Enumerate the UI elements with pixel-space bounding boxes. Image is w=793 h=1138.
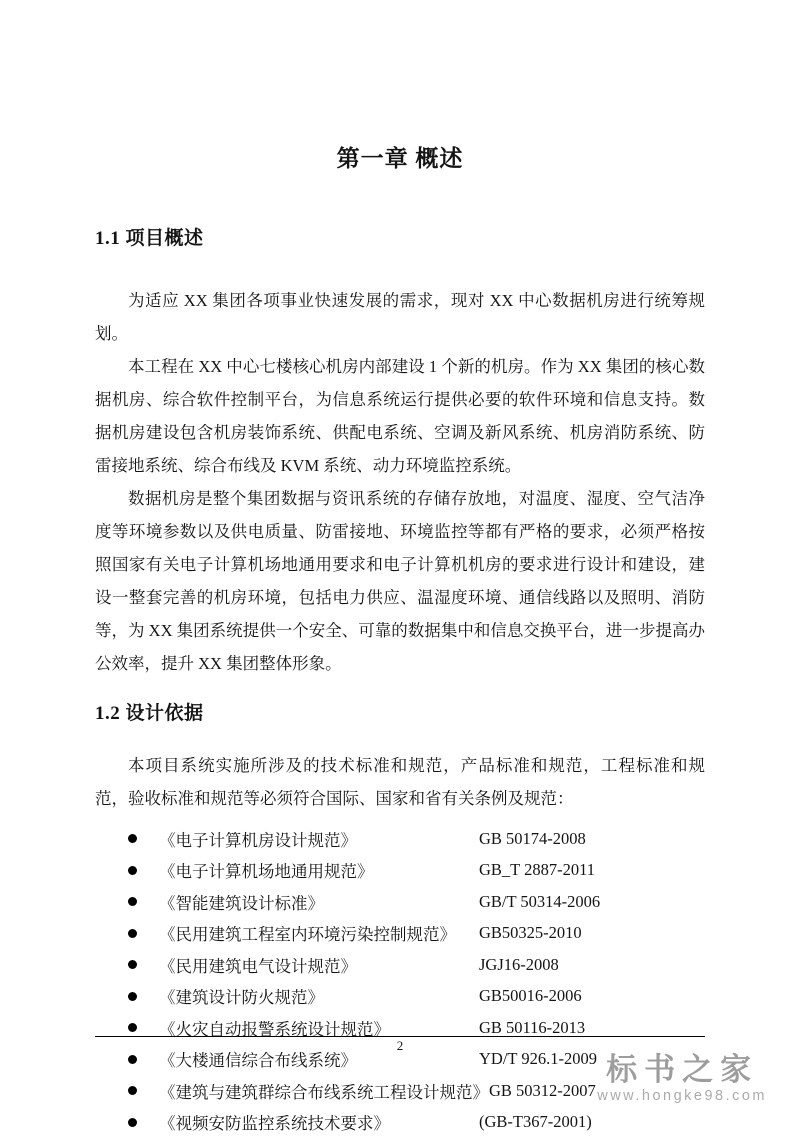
- standard-title: 《电子计算机房设计规范》: [159, 827, 479, 851]
- bullet-icon: [128, 1086, 137, 1095]
- watermark: [597, 1052, 767, 1104]
- standard-title: 《大楼通信综合布线系统》: [159, 1047, 479, 1071]
- standard-row: [95, 918, 705, 950]
- paragraph: 本工程在 XX 中心七楼核心机房内部建设 1 个新的机房。作为 XX 集团的核心数据机房、综合软件控制平台，为信息系统运行提供必要的软件环境和信息支持。数据机房建设包含机房装饰系统、供配电系统、空调及新风系统、机房消防系统、防雷接地系统、综合布线及 KVM 系统、动力环境监控系统。: [95, 350, 705, 482]
- bullet-icon: [128, 866, 137, 875]
- standard-code: GB_T 2887-2011: [479, 860, 595, 880]
- bullet-icon: [128, 1055, 137, 1064]
- standard-title: 《建筑与建筑群综合布线系统工程设计规范》: [159, 1079, 489, 1103]
- section-1-1: [95, 223, 705, 680]
- standard-code: JGJ16-2008: [479, 955, 559, 975]
- section-1-1-paragraphs: [95, 284, 705, 680]
- bullet-icon: [128, 834, 137, 843]
- watermark-url: www.hongke98.com: [597, 1088, 767, 1105]
- standard-row: [95, 981, 705, 1013]
- standard-row: [95, 855, 705, 887]
- standard-code: (GB-T367-2001): [479, 1112, 592, 1132]
- standard-title: 《火灾自动报警系统设计规范》: [159, 1016, 479, 1040]
- bullet-icon: [128, 992, 137, 1001]
- standard-code: GB 50312-2007: [489, 1081, 596, 1101]
- standard-code: GB50325-2010: [479, 923, 582, 943]
- standard-row: [95, 823, 705, 855]
- standard-title: 《民用建筑电气设计规范》: [159, 953, 479, 977]
- bullet-icon: [128, 960, 137, 969]
- standard-row: [95, 949, 705, 981]
- standard-title: 《智能建筑设计标准》: [159, 890, 479, 914]
- standard-title: 《民用建筑工程室内环境污染控制规范》: [159, 921, 479, 945]
- chapter-title: 第一章 概述: [95, 0, 705, 173]
- standard-title: 《电子计算机场地通用规范》: [159, 858, 479, 882]
- section-heading-1-1: 1.1 项目概述: [95, 223, 705, 250]
- bullet-icon: [128, 1118, 137, 1127]
- standard-code: GB 50116-2013: [479, 1018, 585, 1038]
- paragraph: 本项目系统实施所涉及的技术标准和规范，产品标准和规范，工程标准和规范，验收标准和规范等必须符合国际、国家和省有关条例及规范：: [95, 749, 705, 815]
- watermark-title: 标书之家: [597, 1052, 767, 1088]
- bullet-icon: [128, 897, 137, 906]
- standard-title: 《视频安防监控系统技术要求》: [159, 1110, 479, 1134]
- page-number: 2: [397, 1038, 404, 1054]
- standard-code: YD/T 926.1-2009: [479, 1049, 597, 1069]
- section-1-2-paragraphs: [95, 749, 705, 815]
- bullet-icon: [128, 929, 137, 938]
- standard-row: [95, 1107, 705, 1138]
- paragraph: 为适应 XX 集团各项事业快速发展的需求，现对 XX 中心数据机房进行统筹规划。: [95, 284, 705, 350]
- bullet-icon: [128, 1023, 137, 1032]
- standard-code: GB 50174-2008: [479, 829, 586, 849]
- standard-row: [95, 886, 705, 918]
- standard-code: GB/T 50314-2006: [479, 892, 600, 912]
- standard-code: GB50016-2006: [479, 986, 582, 1006]
- paragraph: 数据机房是整个集团数据与资讯系统的存储存放地，对温度、湿度、空气洁净度等环境参数以及供电质量、防雷接地、环境监控等都有严格的要求，必须严格按照国家有关电子计算机场地通用要求和电子计算机机房的要求进行设计和建设，建设一整套完善的机房环境，包括电力供应、温湿度环境、通信线路以及照明、消防等，为 XX 集团系统提供一个安全、可靠的数据集中和信息交换平台，进一步提高办公效率，提升 XX 集团整体形象。: [95, 482, 705, 680]
- document-page: [95, 0, 705, 1138]
- section-heading-1-2: 1.2 设计依据: [95, 698, 705, 725]
- standard-title: 《建筑设计防火规范》: [159, 984, 479, 1008]
